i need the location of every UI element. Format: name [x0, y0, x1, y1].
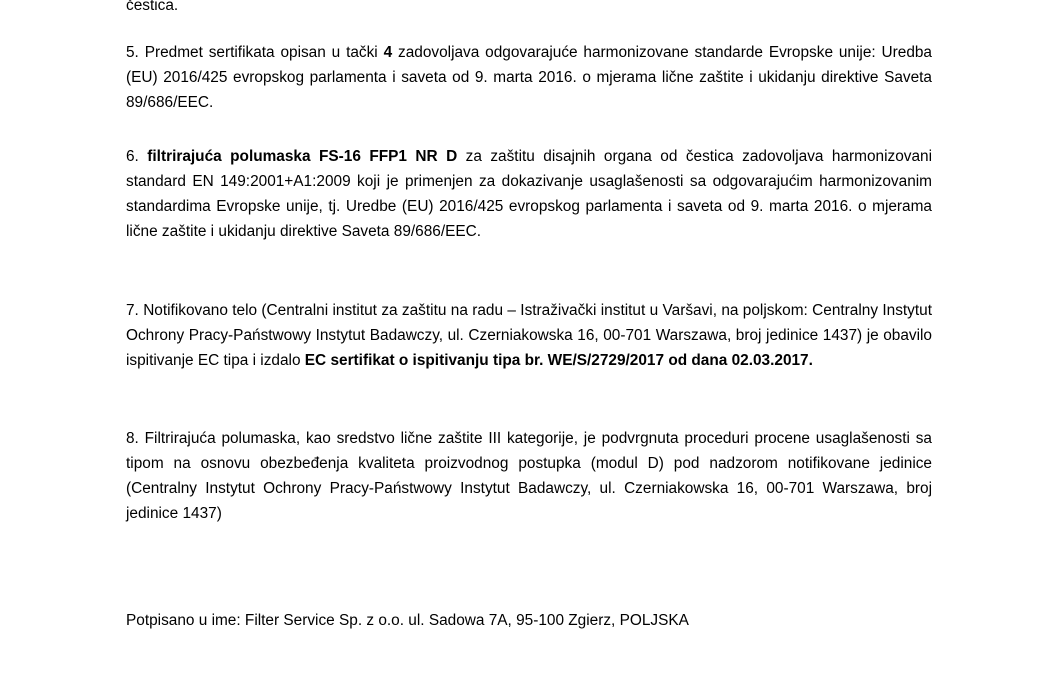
paragraph-5-bold: 4 [383, 44, 393, 61]
paragraph-6-bold: filtrirajuća polumaska FS-16 FFP1 NR D [147, 148, 458, 165]
paragraph-7-text-a: 7. Notifikovano telo (Centralni institut za zaštitu na radu – Istraživački institut u Varšavi, na poljskom: Centralny Instytut Ochrony Pracy-Państwowy Instytut Badawczy, ul. Czerniakowska 16, 00-701 Warszawa, broj jedinice 1437) je obavilo ispitivanje EC tipa i izdalo [126, 302, 932, 369]
paragraph-7 [126, 298, 932, 373]
paragraph-6 [126, 144, 932, 244]
paragraph-6-text-c: za zaštitu disajnih organa od čestica zadovoljava harmonizovani standard EN 149:2001+A1:2009 koji je primenjen za dokazivanje usaglašenosti sa odgovarajućim harmonizovanim standardima Evropske unije, tj. Uredbe (EU) 2016/425 evropskog parlamenta i saveta od 9. marta 2016. o mjerama lične zaštite i ukidanju direktive Saveta 89/686/EEC. [126, 148, 932, 240]
signature-line: Potpisano u ime: Filter Service Sp. z o.o. ul. Sadowa 7A, 95-100 Zgierz, POLJSKA [126, 612, 689, 629]
paragraph-7-bold: EC sertifikat o ispitivanju tipa br. WE/S/2729/2017 od dana 02.03.2017. [304, 352, 813, 369]
paragraph-fragment: čestica. [126, 0, 179, 14]
paragraph-5 [126, 40, 932, 115]
paragraph-8: 8. Filtrirajuća polumaska, kao sredstvo lične zaštite III kategorije, je podvrgnuta proceduri procene usaglašenosti sa tipom na osnovu obezbeđenja kvaliteta proizvodnog postupka (modul D) pod nadzorom notifikovane jedinice (Centralny Instytut Ochrony Pracy-Państwowy Instytut Badawczy, ul. Czerniakowska 16, 00-701 Warszawa, broj jedinice 1437) [126, 430, 932, 522]
paragraph-6-text-a: 6. [126, 148, 148, 165]
paragraph-5-text-a: 5. Predmet sertifikata opisan u tački [126, 44, 384, 61]
paragraph-5-text-c: zadovoljava odgovarajuće harmonizovane standarde Evropske unije: Uredba (EU) 2016/425 evropskog parlamenta i saveta od 9. marta 2016. o mjerama lične zaštite i ukidanju direktive Saveta 89/686/EEC. [126, 44, 932, 111]
